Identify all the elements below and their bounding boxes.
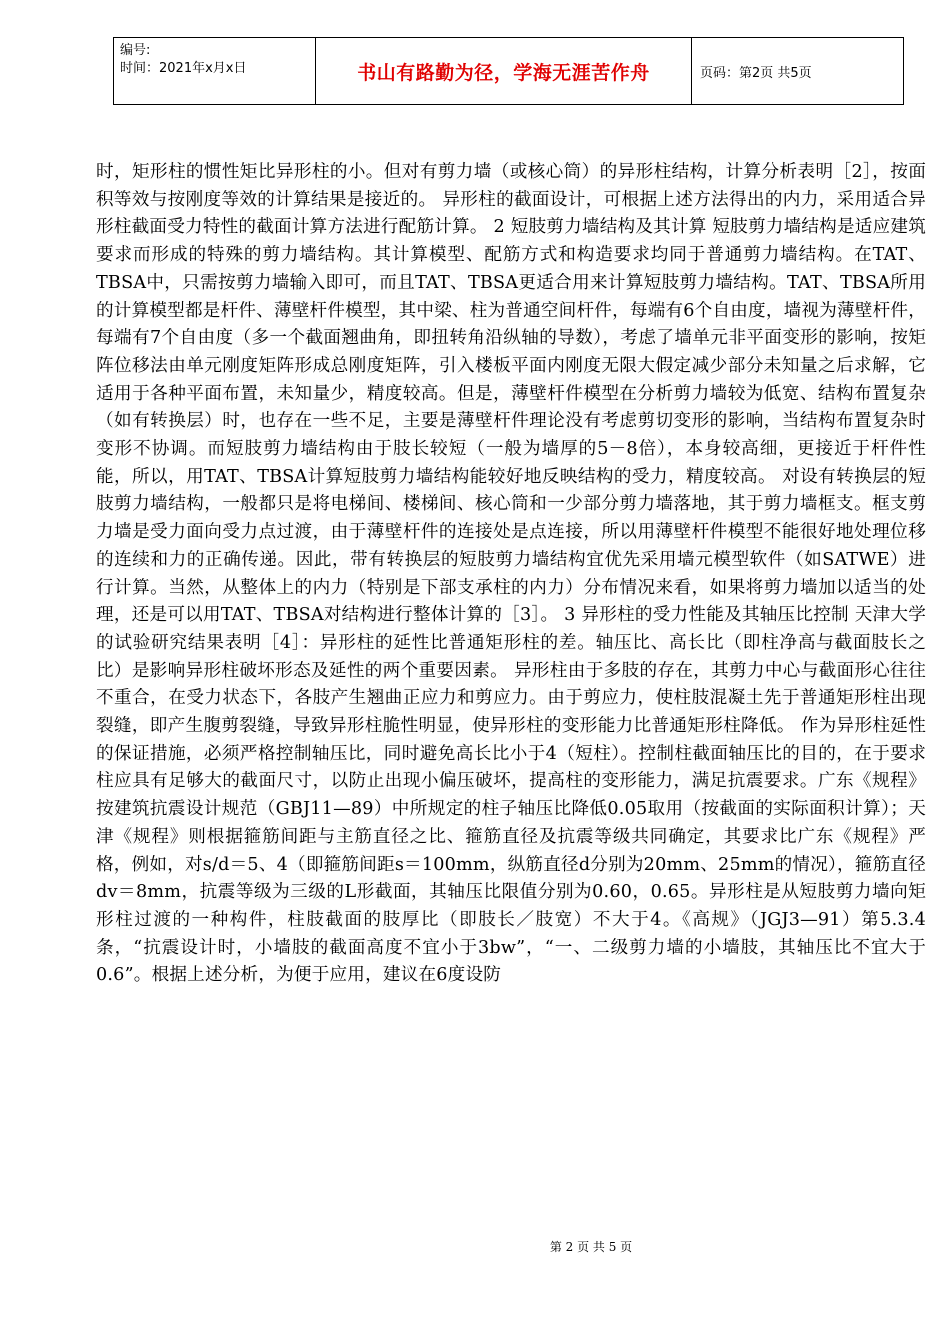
page-footer: 第 2 页 共 5 页: [549, 1240, 633, 1254]
header-motto: 书山有路勤为径，学海无涯苦作舟: [357, 61, 650, 84]
header-table: [113, 37, 904, 105]
header-page-info: 页码：第2页 共5页: [700, 65, 812, 81]
document-time-label: 时间：2021年x月x日: [120, 61, 247, 76]
header-meta-cell: [114, 38, 316, 104]
document-number-label: 编号:: [120, 43, 151, 58]
body-text: 时，矩形柱的惯性矩比异形柱的小。但对有剪力墙（或核心筒）的异形柱结构，计算分析表明［2］，按面积等效与按刚度等效的计算结果是接近的。 异形柱的截面设计，可根据上述方法得出的内力，采用适合异形柱截面受力特性的截面计算方法进行配筋计算。 2 短肢剪力墙结构及其计算 短肢剪力墙结构是适应建筑要求而形成的特殊的剪力墙结构。其计算模型、配筋方式和构造要求均同于普通剪力墙结构。在TAT、TBSA中，只需按剪力墙输入即可，而且TAT、TBSA更适合用来计算短肢剪力墙结构。TAT、TBSA所用的计算模型都是杆件、薄壁杆件模型，其中梁、柱为普通空间杆件，每端有6个自由度，墙视为薄壁杆件，每端有7个自由度（多一个截面翘曲角，即扭转角沿纵轴的导数），考虑了墙单元非平面变形的影响，按矩阵位移法由单元刚度矩阵形成总刚度矩阵，引入楼板平面内刚度无限大假定减少部分未知量之后求解，它适用于各种平面布置，未知量少，精度较高。但是，薄壁杆件模型在分析剪力墙较为低宽、结构布置复杂（如有转换层）时，也存在一些不足，主要是薄壁杆件理论没有考虑剪切变形的影响，当结构布置复杂时变形不协调。而短肢剪力墙结构由于肢长较短（一般为墙厚的5－8倍），本身较高细，更接近于杆件性能，所以，用TAT、TBSA计算短肢剪力墙结构能较好地反映结构的受力，精度较高。 对设有转换层的短肢剪力墙结构，一般都只是将电梯间、楼梯间、核心筒和一少部分剪力墙落地，其于剪力墙框支。框支剪力墙是受力面向受力点过渡，由于薄壁杆件的连接处是点连接，所以用薄壁杆件模型不能很好地处理位移的连续和力的正确传递。因此，带有转换层的短肢剪力墙结构宜优先采用墙元模型软件（如SATWE）进行计算。当然，从整体上的内力（特别是下部支承柱的内力）分布情况来看，如果将剪力墙加以适当的处理，还是可以用TAT、TBSA对结构进行整体计算的［3］。 3 异形柱的受力性能及其轴压比控制 天津大学的试验研究结果表明［4］：异形柱的延性比普通矩形柱的差。轴压比、高长比（即柱净高与截面肢长之比）是影响异形柱破坏形态及延性的两个重要因素。 异形柱由于多肢的存在，其剪力中心与截面形心往往不重合，在受力状态下，各肢产生翘曲正应力和剪应力。由于剪应力，使柱肢混凝土先于普通矩形柱出现裂缝，即产生腹剪裂缝，导致异形柱脆性明显，使异形柱的变形能力比普通矩形柱降低。 作为异形柱延性的保证措施，必须严格控制轴压比，同时避免高长比小于4（短柱）。控制柱截面轴压比的目的，在于要求柱应具有足够大的截面尺寸，以防止出现小偏压破坏，提高柱的变形能力，满足抗震要求。广东《规程》按建筑抗震设计规范（GBJ11—89）中所规定的柱子轴压比降低0.05取用（按截面的实际面积计算）；天津《规程》则根据箍筋间距与主筋直径之比、箍筋直径及抗震等级共同确定，其要求比广东《规程》严格，例如，对s/d＝5、4（即箍筋间距s＝100mm，纵筋直径d分别为20mm、25mm的情况），箍筋直径dv＝8mm，抗震等级为三级的L形截面，其轴压比限值分别为0.60，0.65。异形柱是从短肢剪力墙向矩形柱过渡的一种构件，柱肢截面的肢厚比（即肢长／肢宽）不大于4。《高规》（JGJ3—91）第5.3.4条，“抗震设计时，小墙肢的截面高度不宜小于3bw”，“一、二级剪力墙的小墙肢，其轴压比不宜大于0.6”。根据上述分析，为便于应用，建议在6度设防: [96, 162, 926, 986]
header-page-cell: [692, 38, 903, 104]
header-motto-cell: [316, 38, 692, 104]
